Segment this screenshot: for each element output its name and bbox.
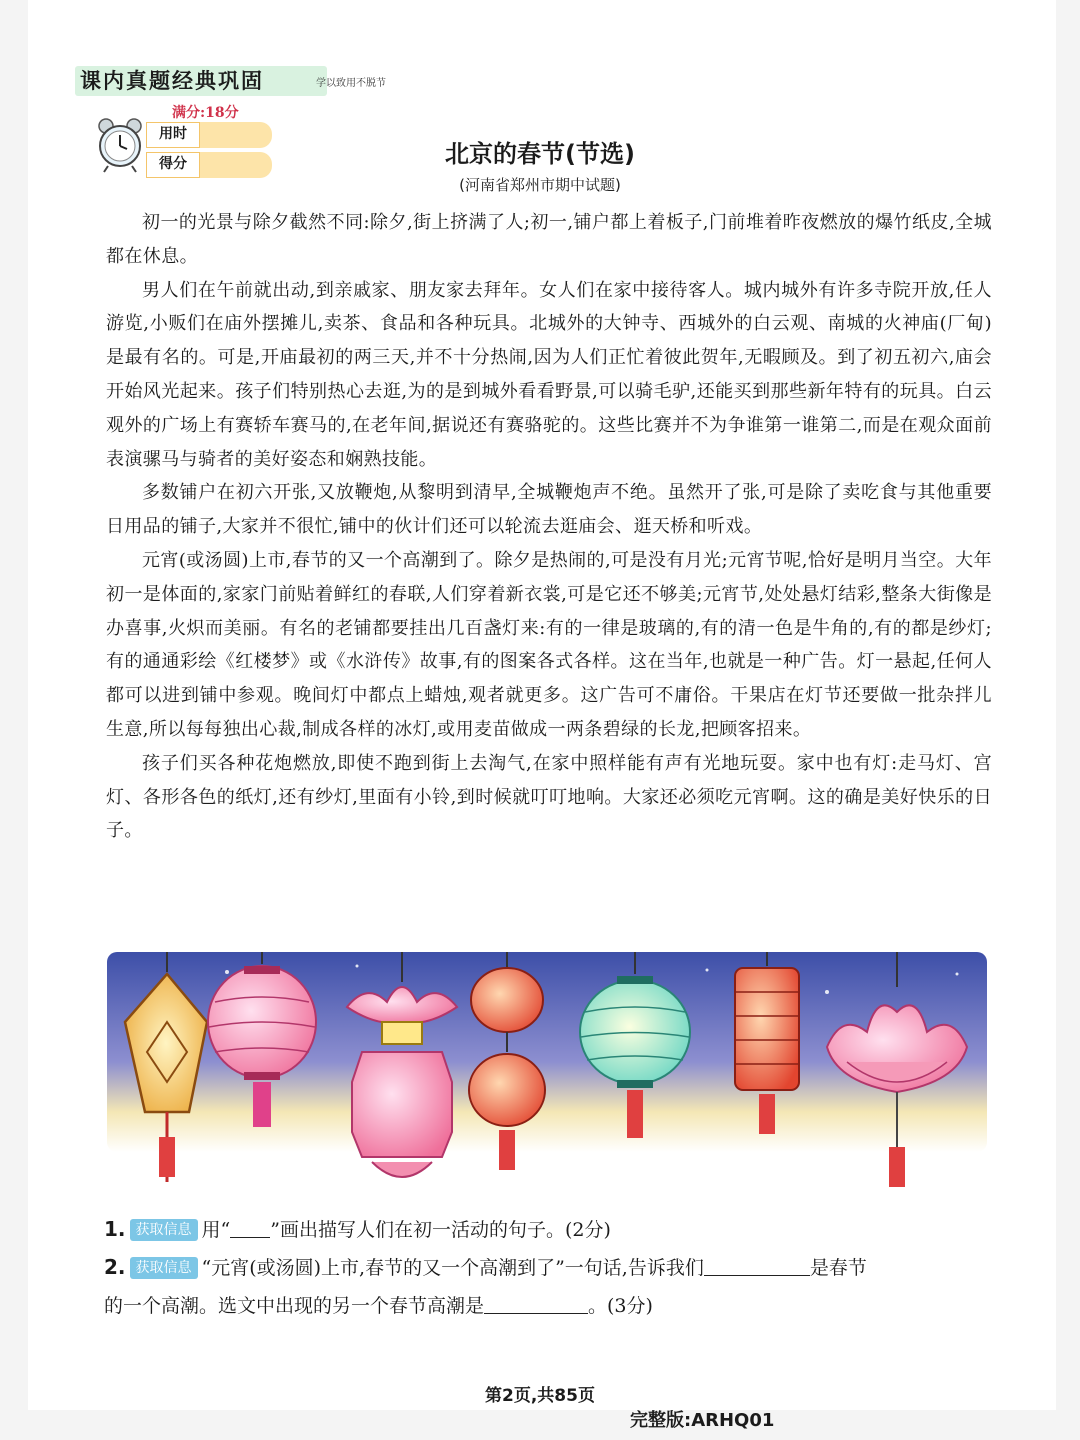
paragraph: 男人们在午前就出动,到亲戚家、朋友家去拜年。女人们在家中接待客人。城内城外有许多寺院开放,任人游览,小贩们在庙外摆摊儿,卖茶、食品和各种玩具。北城外的大钟寺、西城外的白云观、南城的火神庙(厂甸)是最有名的。可是,开庙最初的两三天,并不十分热闹,因为人们正忙着彼此贺年,无暇顾及。到了初五初六,庙会开始风光起来。孩子们特别热心去逛,为的是到城外看看野景,可以骑毛驴,还能买到那些新年特有的玩具。白云观外的广场上有赛轿车赛马的,在老年间,据说还有赛骆驼的。这些比赛并不为争谁第一谁第二,而是在观众面前表演骡马与骑者的美好姿态和娴熟技能。 (106, 279, 992, 470)
question-number: 1. (104, 1217, 126, 1241)
underline-mark-blank[interactable] (230, 1217, 270, 1238)
question-text: 用“ (201, 1219, 231, 1241)
question-2 (104, 1248, 994, 1325)
time-label: 用时 (146, 122, 200, 148)
question-text: ”画出描写人们在初一活动的句子。(2分) (270, 1219, 611, 1241)
answer-blank[interactable] (704, 1255, 810, 1276)
question-tag: 获取信息 (130, 1219, 198, 1241)
lanterns-illustration (107, 952, 987, 1196)
paragraph: 元宵(或汤圆)上市,春节的又一个高潮到了。除夕是热闹的,可是没有月光;元宵节呢,恰好是明月当空。大年初一是体面的,家家门前贴着鲜红的春联,人们穿着新衣裳,可是它还不够美;元宵节,处处悬灯结彩,整条大街像是办喜事,火炽而美丽。有名的老铺都要挂出几百盏灯来:有的一律是玻璃的,有的清一色是牛角的,有的都是纱灯;有的通通彩绘《红楼梦》或《水浒传》故事,有的图案各式各样。这在当年,也就是一种广告。灯一悬起,任何人都可以进到铺中参观。晚间灯中都点上蜡烛,观者就更多。这广告可不庸俗。干果店在灯节还要做一批杂拌儿生意,所以每每独出心裁,制成各样的冰灯,或用麦苗做成一两条碧绿的长龙,把顾客招来。 (106, 549, 992, 740)
question-text: 的一个高潮。选文中出现的另一个春节高潮是 (104, 1295, 485, 1317)
full-score: 满分:18分 (172, 105, 239, 121)
question-text: “元宵(或汤圆)上市,春节的又一个高潮到了”一句话,告诉我们 (201, 1257, 704, 1279)
question-text: 。(3分) (588, 1295, 653, 1317)
article-body (106, 206, 992, 848)
series-slogan: 学以致用不脱节 (316, 78, 386, 89)
article-source: (河南省郑州市期中试题) (459, 176, 621, 194)
question-1 (104, 1210, 994, 1249)
paragraph: 多数铺户在初六开张,又放鞭炮,从黎明到清早,全城鞭炮声不绝。虽然开了张,可是除了卖吃食与其他重要日用品的铺子,大家并不很忙,铺中的伙计们还可以轮流去逛庙会、逛天桥和听戏。 (106, 482, 992, 538)
question-number: 2. (104, 1255, 126, 1279)
score-label: 得分 (146, 152, 200, 178)
version-code: 完整版:ARHQ01 (630, 1410, 775, 1431)
series-title: 课内真题经典巩固 (80, 69, 264, 93)
paragraph: 孩子们买各种花炮燃放,即使不跑到街上去淘气,在家中照样能有声有光地玩耍。家中也有灯:走马灯、宫灯、各形各色的纸灯,还有纱灯,里面有小铃,到时候就叮叮地响。大家还必须吃元宵啊。这的确是美好快乐的日子。 (106, 752, 992, 842)
page-number: 第2页,共85页 (485, 1386, 595, 1406)
answer-blank[interactable] (484, 1293, 588, 1314)
question-text: 是春节 (809, 1257, 867, 1279)
question-tag: 获取信息 (130, 1257, 198, 1279)
article-title: 北京的春节(节选) (445, 140, 635, 168)
paragraph: 初一的光景与除夕截然不同:除夕,街上挤满了人;初一,铺户都上着板子,门前堆着昨夜燃放的爆竹纸皮,全城都在休息。 (106, 212, 992, 267)
